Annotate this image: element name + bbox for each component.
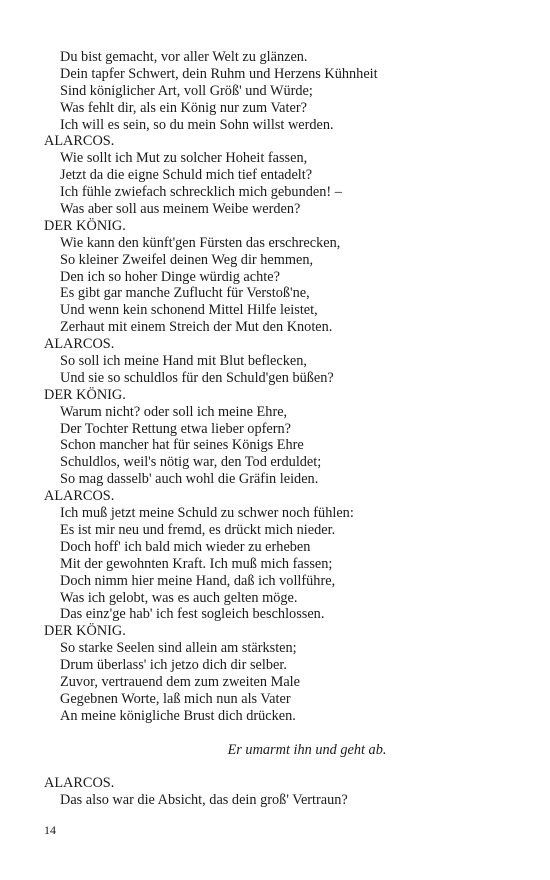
verse-line: Was fehlt dir, als ein König nur zum Vater? (60, 99, 307, 116)
verse-line: Doch hoff' ich bald mich wieder zu erheben (60, 538, 311, 555)
verse-line: An meine königliche Brust dich drücken. (60, 707, 296, 724)
verse-line: Wie kann den künft'gen Fürsten das erschrecken, (60, 234, 341, 251)
speaker-name: ALARCOS. (44, 133, 115, 150)
verse-line: So kleiner Zweifel deinen Weg dir hemmen, (60, 251, 314, 268)
verse-line: Jetzt da die eigne Schuld mich tief entadelt? (60, 167, 313, 184)
verse-line: Doch nimm hier meine Hand, daß ich vollführe, (60, 572, 336, 589)
page-number: 14 (44, 823, 56, 837)
play-text (44, 49, 514, 809)
verse-line: Den ich so hoher Dinge würdig achte? (60, 268, 280, 285)
verse-line: Der Tochter Rettung etwa lieber opfern? (60, 420, 291, 437)
verse-line: Ich fühle zwiefach schrecklich mich gebunden! – (60, 184, 342, 201)
verse-line: Schon mancher hat für seines Königs Ehre (60, 437, 304, 454)
verse-line: Es ist mir neu und fremd, es drückt mich nieder. (60, 521, 336, 538)
speaker-name: ALARCOS. (44, 336, 115, 353)
verse-line: Ich muß jetzt meine Schuld zu schwer noch fühlen: (60, 505, 354, 522)
verse-line: Und sie so schuldlos für den Schuld'gen büßen? (60, 369, 334, 386)
verse-line: Was ich gelobt, was es auch gelten möge. (60, 589, 298, 606)
speaker-name: ALARCOS. (44, 775, 115, 792)
speaker-name: DER KÖNIG. (44, 623, 126, 640)
verse-line: Wie sollt ich Mut zu solcher Hoheit fassen, (60, 150, 308, 167)
verse-line: So mag dasselb' auch wohl die Gräfin leiden. (60, 471, 319, 488)
verse-line: So starke Seelen sind allein am stärksten; (60, 640, 297, 657)
verse-line: So soll ich meine Hand mit Blut beflecken, (60, 353, 307, 370)
verse-line: Dein tapfer Schwert, dein Ruhm und Herzens Kühnheit (60, 65, 378, 82)
speaker-name: ALARCOS. (44, 488, 115, 505)
verse-line: Schuldlos, weil's nötig war, den Tod erduldet; (60, 454, 322, 471)
verse-line: Gegebnen Worte, laß mich nun als Vater (60, 690, 291, 707)
verse-line: Sind königlicher Art, voll Größ' und Würde; (60, 82, 313, 99)
verse-line: Drum überlass' ich jetzo dich dir selber. (60, 657, 287, 674)
verse-line: Das einz'ge hab' ich fest sogleich beschlossen. (60, 606, 325, 623)
speaker-name: DER KÖNIG. (44, 217, 126, 234)
verse-line: Zuvor, vertrauend dem zum zweiten Male (60, 673, 300, 690)
verse-line: Was aber soll aus meinem Weibe werden? (60, 201, 301, 218)
verse-line: Warum nicht? oder soll ich meine Ehre, (60, 403, 288, 420)
verse-line: Mit der gewohnten Kraft. Ich muß mich fassen; (60, 555, 333, 572)
verse-line: Es gibt gar manche Zuflucht für Verstoß'ne, (60, 285, 310, 302)
verse-line: Du bist gemacht, vor aller Welt zu glänzen. (60, 49, 308, 65)
verse-line: Ich will es sein, so du mein Sohn willst werden. (60, 116, 334, 133)
speaker-name: DER KÖNIG. (44, 386, 126, 403)
verse-line: Das also war die Absicht, das dein groß' Vertraun? (60, 792, 348, 809)
verse-line: Und wenn kein schonend Mittel Hilfe leistet, (60, 302, 318, 319)
verse-line: Zerhaut mit einem Streich der Mut den Knoten. (60, 319, 333, 336)
stage-direction: Er umarmt ihn und geht ab. (227, 741, 387, 758)
